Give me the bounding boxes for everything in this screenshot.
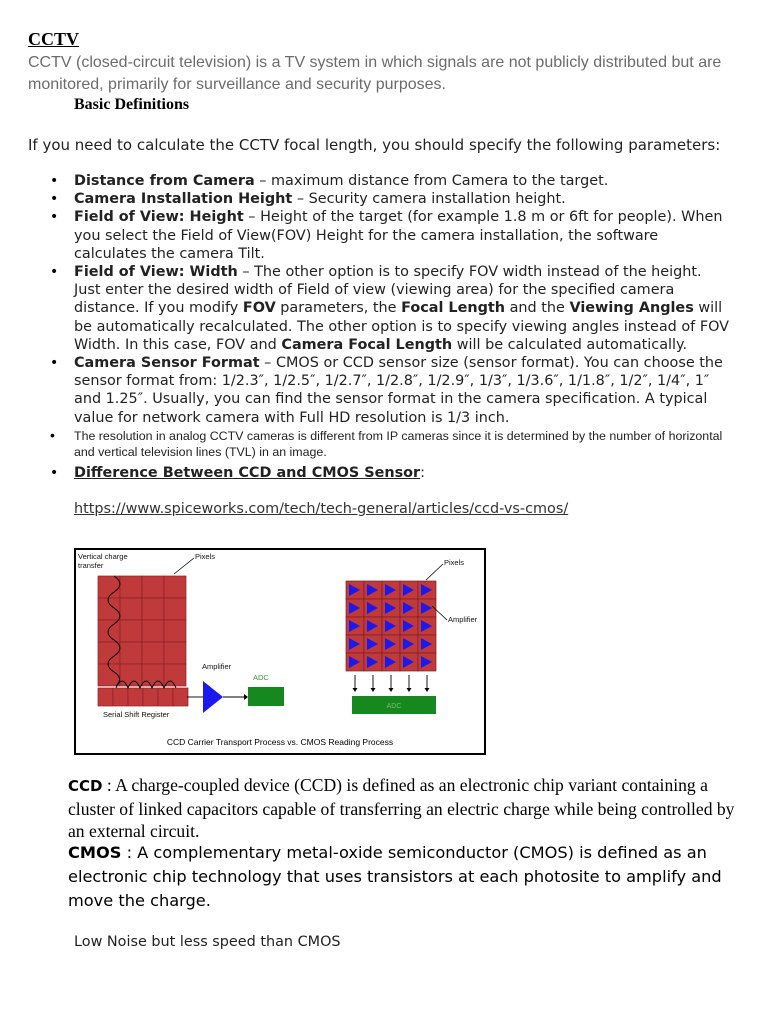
term-sensor-format: Camera Sensor Format	[74, 355, 260, 372]
ccd-pixel	[120, 598, 142, 620]
section-heading-basic-definitions: Basic Definitions	[74, 96, 190, 113]
ccd-definition-text: : A charge-coupled device (CCD) is defined as an electronic chip variant containing a cluster of linked capacitors capable of transferring an electric charge while being controlled by an external circuit.	[68, 775, 735, 841]
desc-installation-height: – Security camera installation height.	[292, 191, 566, 208]
readout-arrow-head	[353, 688, 358, 692]
desc-fov-width-5: will be calculated automatically.	[452, 336, 688, 353]
shift-register-cell	[143, 688, 158, 706]
list-item-fov-width	[74, 263, 730, 354]
list-item-installation-height	[74, 190, 730, 208]
cmos-definition-text: : A complementary metal-oxide semiconductor (CMOS) is defined as an electronic chip technology that uses transistors at each photosite to amplify and move the charge.	[68, 843, 722, 910]
shift-register-cell	[113, 688, 128, 706]
colon: :	[420, 464, 425, 481]
serial-shift-register	[98, 688, 188, 706]
list-item-analog-resolution	[74, 428, 730, 460]
term-cmos: CMOS	[68, 843, 122, 862]
desc-sensor-format: – CMOS or CCD sensor size (sensor format). You can choose the sensor format from: 1/2.3″, 1/2.5″, 1/2.7″, 1/2.8″, 1/2.9″, 1/3″, 1/3.6″, 1/1.8″, 1/2″, 1/4″, 1″ and 1.25″. Usually, you can find the sensor format in the camera specification. A typical value for network camera with Full HD resolution is 1/3 inch.	[74, 355, 723, 426]
label-vertical-charge: Vertical charge	[78, 552, 128, 561]
ccd-pixel	[164, 642, 186, 664]
label-amplifier-ccd: Amplifier	[202, 662, 232, 671]
label-transfer: transfer	[78, 561, 104, 570]
ccd-pixel	[164, 576, 186, 598]
readout-arrow-head	[425, 688, 430, 692]
label-amplifier-cmos: Amplifier	[448, 615, 478, 624]
list-item-fov-height	[74, 208, 730, 263]
cmos-readout-arrows	[353, 675, 430, 692]
bold-camera-focal-length: Camera Focal Length	[281, 336, 453, 353]
shift-register-cell	[158, 688, 173, 706]
spiceworks-link[interactable]: https://www.spiceworks.com/tech/tech-general/articles/ccd-vs-cmos/	[74, 501, 569, 518]
page-title: CCTV	[28, 29, 80, 49]
list-item-ccd-vs-cmos	[74, 464, 730, 518]
desc-distance: – maximum distance from Camera to the target.	[254, 173, 609, 189]
shift-register-cell	[173, 688, 188, 706]
label-pixels-ccd: Pixels	[195, 552, 216, 561]
bold-viewing-angles: Viewing Angles	[569, 300, 694, 317]
list-item-distance	[74, 172, 730, 190]
shift-register-cell	[98, 688, 113, 706]
readout-arrow-head	[407, 688, 412, 692]
ccd-pixel	[142, 642, 164, 664]
term-installation-height: Camera Installation Height	[74, 191, 293, 208]
bold-fov: FOV	[242, 300, 276, 317]
ccd-pixel	[120, 642, 142, 664]
low-noise-note: Low Noise but less speed than CMOS	[74, 934, 341, 950]
ccd-definition	[68, 774, 738, 843]
ccd-pixel	[142, 576, 164, 598]
ccd-pixel	[120, 620, 142, 642]
adc-box-ccd	[248, 687, 284, 706]
term-ccd: CCD	[68, 777, 103, 795]
amplifier-triangle-ccd	[203, 681, 223, 713]
term-fov-height: Field of View: Height	[74, 209, 244, 226]
ccd-pixel	[164, 620, 186, 642]
term-fov-width: Field of View: Width	[74, 264, 238, 281]
ccd-pixel	[142, 598, 164, 620]
desc-analog-resolution: The resolution in analog CCTV cameras is different from IP cameras since it is determined by the number of horizontal and vertical television lines (TVL) in an image.	[74, 428, 723, 459]
desc-fov-height: – Height of the target (for example 1.8 m or 6ft for people). When you select the Field of View(FOV) Height for the camera installation, the software calculates the camera Tilt.	[74, 209, 723, 262]
label-adc-cmos: ADC	[386, 703, 402, 710]
ccd-pixel	[98, 598, 120, 620]
desc-fov-width-4: will be automatically recalculated. The other option is to specify viewing angles instead of FOV Width. In this case, FOV and	[74, 300, 730, 353]
bold-focal-length: Focal Length	[401, 300, 506, 317]
label-adc-ccd: ADC	[253, 673, 269, 682]
ccd-pixel	[120, 576, 142, 598]
lead-paragraph: If you need to calculate the CCTV focal length, you should specify the following parameters:	[28, 136, 721, 154]
parameter-list	[74, 172, 730, 518]
term-ccd-vs-cmos: Difference Between CCD and CMOS Sensor	[74, 464, 421, 481]
readout-arrow-head	[371, 688, 376, 692]
list-item-sensor-format	[74, 354, 730, 427]
arrow-head-adc	[244, 694, 248, 700]
desc-fov-width-1: – The other option is to specify FOV width instead of the height. Just enter the desired width of Field of view (viewing area) for the specified camera distance. If you modify	[74, 264, 702, 317]
pointer-pixels-cmos	[426, 564, 443, 580]
ccd-pixel	[98, 620, 120, 642]
desc-fov-width-3: and the	[505, 300, 570, 317]
ccd-pixel	[142, 620, 164, 642]
readout-arrow-head	[389, 688, 394, 692]
desc-fov-width-2: parameters, the	[275, 300, 402, 317]
pointer-pixels-ccd	[174, 558, 194, 574]
ccd-vs-cmos-figure	[74, 548, 486, 755]
cmos-pixel-grid	[346, 581, 436, 671]
term-distance: Distance from Camera	[74, 173, 255, 189]
intro-paragraph: CCTV (closed-circuit television) is a TV system in which signals are not publicly distributed but are monitored, primarily for surveillance and security purposes.	[28, 54, 722, 93]
shift-register-cell	[128, 688, 143, 706]
ccd-pixel	[164, 598, 186, 620]
cmos-definition	[68, 841, 738, 913]
ccd-pixel	[98, 576, 120, 598]
figure-caption: CCD Carrier Transport Process vs. CMOS Reading Process	[166, 737, 394, 747]
label-pixels-cmos: Pixels	[444, 558, 465, 567]
label-serial-shift-register: Serial Shift Register	[103, 710, 170, 719]
